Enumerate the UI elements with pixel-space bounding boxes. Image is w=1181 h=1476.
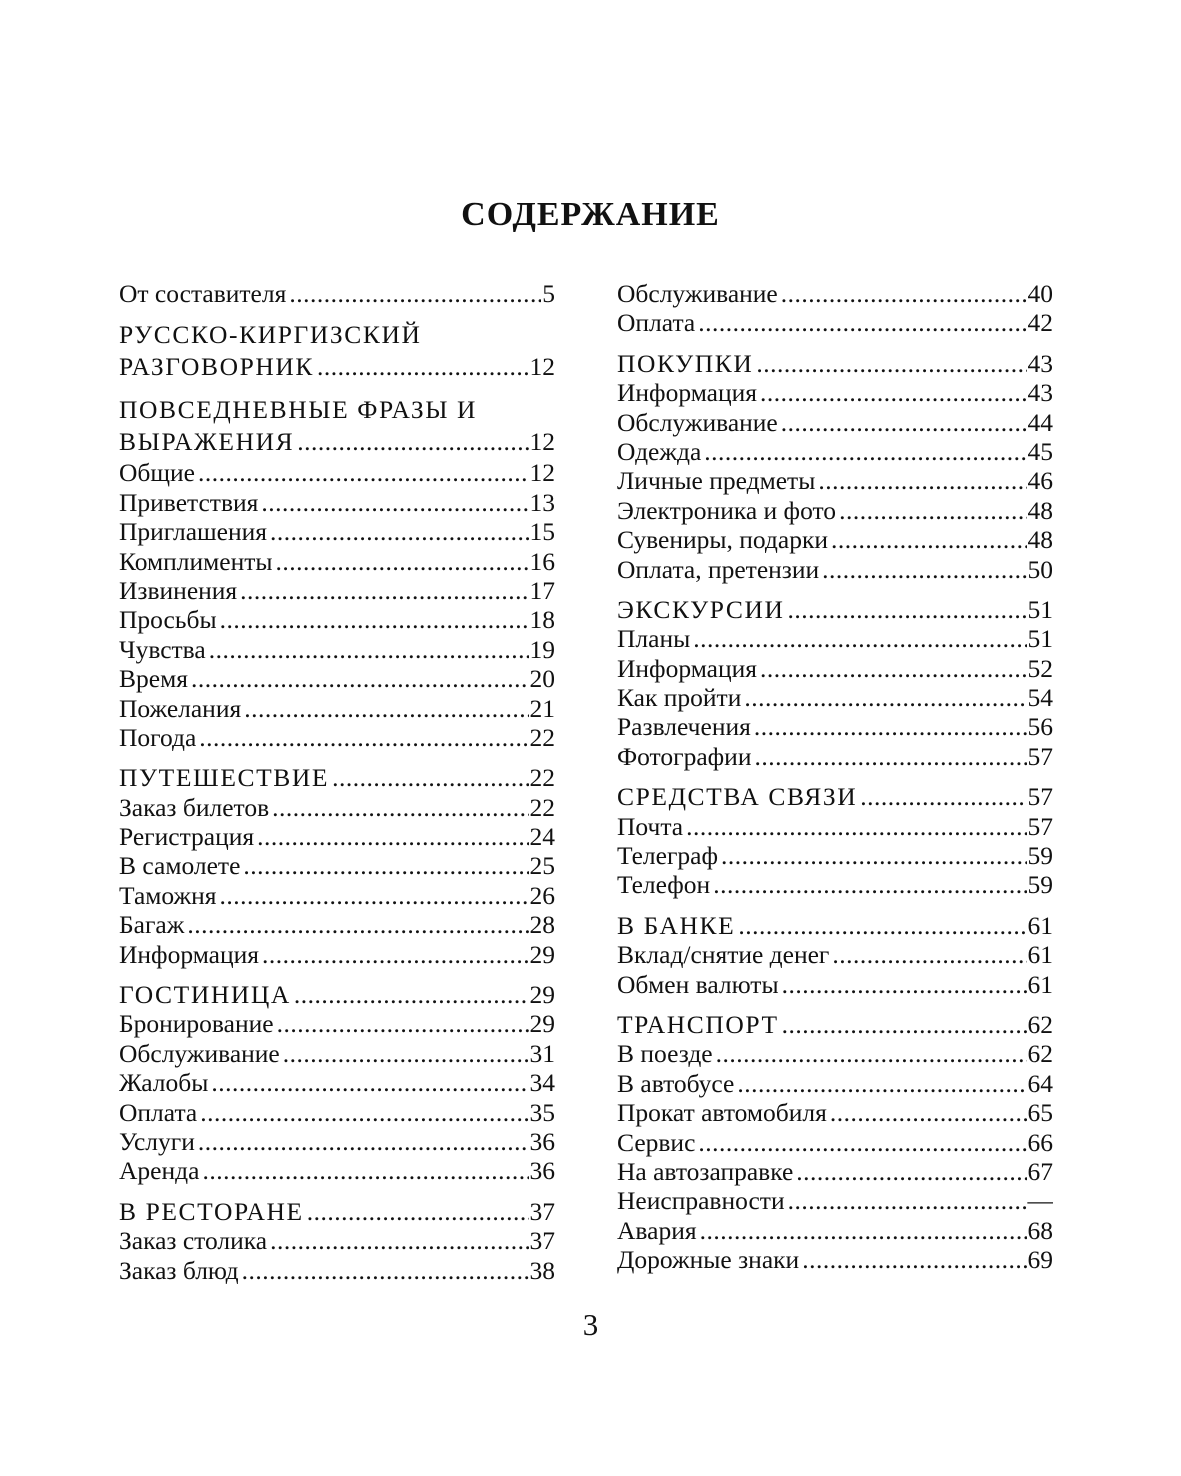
toc-section	[617, 911, 1053, 999]
toc-dot-leader	[822, 555, 1026, 584]
toc-dot-leader	[272, 793, 528, 822]
toc-entry[interactable]	[119, 1226, 555, 1255]
toc-entry-title: Обслуживание	[617, 279, 778, 308]
toc-entry-title: Извинения	[119, 575, 238, 605]
toc-dot-leader	[200, 1098, 528, 1127]
toc-page-number: 18	[529, 605, 555, 635]
toc-entry[interactable]	[119, 605, 555, 634]
toc-page-number: 43	[1027, 378, 1053, 408]
toc-entry[interactable]	[617, 308, 1053, 337]
toc-entry[interactable]	[119, 881, 555, 910]
toc-entry-title: Авария	[617, 1215, 697, 1245]
toc-entry-title: Общие	[119, 458, 195, 488]
toc-page-number: 24	[529, 822, 555, 852]
toc-section-heading[interactable]	[119, 350, 555, 383]
toc-section	[119, 763, 555, 969]
toc-page-number: 29	[529, 980, 555, 1010]
toc-entry[interactable]	[617, 654, 1053, 683]
toc-entry-title: Развлечения	[617, 712, 751, 742]
toc-entry-title: Время	[119, 664, 188, 694]
toc-page-number: 22	[529, 763, 555, 793]
toc-entry-title: Чувства	[119, 634, 206, 664]
toc-entry[interactable]	[617, 408, 1053, 437]
toc-entry-title: Прокат автомобиля	[617, 1098, 827, 1128]
toc-entry[interactable]	[617, 1128, 1053, 1157]
toc-page-number: —	[1027, 1186, 1053, 1216]
toc-page-number: 29	[529, 939, 555, 969]
toc-page-number: 50	[1027, 554, 1053, 584]
toc-entry[interactable]	[119, 1009, 555, 1038]
toc-entry[interactable]	[617, 1069, 1053, 1098]
toc-page-number: 22	[529, 722, 555, 752]
toc-page-number: 57	[1027, 811, 1053, 841]
toc-entry-title: В самолете	[119, 851, 241, 881]
toc-page-number: 67	[1027, 1156, 1053, 1186]
toc-entry[interactable]	[119, 1068, 555, 1097]
toc-page-number: 29	[529, 1009, 555, 1039]
toc-entry[interactable]	[617, 683, 1053, 712]
toc-dot-leader	[698, 308, 1026, 337]
toc-dot-leader	[860, 782, 1026, 811]
toc-dot-leader	[307, 1197, 529, 1226]
toc-page-number: 69	[1027, 1245, 1053, 1275]
toc-entry-title: Информация	[119, 939, 260, 969]
toc-entry-title: Комплименты	[119, 546, 273, 576]
toc-entry[interactable]	[617, 812, 1053, 841]
toc-page-number: 13	[529, 487, 555, 517]
toc-heading-title: ПУТЕШЕСТВИЕ	[119, 763, 330, 793]
toc-entry-title: Оплата, претензии	[617, 554, 820, 584]
toc-entry[interactable]	[617, 466, 1053, 495]
toc-dot-leader	[283, 1039, 529, 1068]
toc-dot-leader	[270, 1226, 528, 1255]
toc-page-number: 56	[1027, 712, 1053, 742]
toc-entry[interactable]	[119, 1156, 555, 1185]
toc-dot-leader	[242, 1256, 529, 1285]
toc-entry[interactable]	[617, 841, 1053, 870]
toc-entry[interactable]	[119, 517, 555, 546]
toc-entry[interactable]	[119, 1039, 555, 1068]
toc-entry[interactable]	[119, 1127, 555, 1156]
toc-entry-title: Бронирование	[119, 1009, 274, 1039]
toc-entry-title: Телефон	[617, 870, 711, 900]
toc-page-number: 61	[1027, 940, 1053, 970]
toc-dot-leader	[202, 1156, 528, 1185]
toc-entry-title: Заказ блюд	[119, 1255, 239, 1285]
toc-dot-leader	[220, 605, 529, 634]
toc-heading-title: СРЕДСТВА СВЯЗИ	[617, 782, 858, 812]
toc-page-number: 28	[529, 910, 555, 940]
toc-dot-leader	[297, 425, 528, 458]
toc-dot-leader	[802, 1245, 1026, 1274]
toc-page-number: 68	[1027, 1215, 1053, 1245]
toc-page-number: 34	[529, 1068, 555, 1098]
toc-page-number: 46	[1027, 466, 1053, 496]
toc-page-number: 48	[1027, 495, 1053, 525]
toc-entry[interactable]	[119, 458, 555, 487]
toc-dot-leader	[244, 694, 528, 723]
toc-entry[interactable]	[617, 496, 1053, 525]
toc-dot-leader	[686, 812, 1026, 841]
toc-section	[617, 782, 1053, 900]
toc-right-column	[617, 279, 1053, 1275]
toc-dot-leader	[818, 466, 1026, 495]
toc-entry[interactable]	[617, 555, 1053, 584]
toc-entry[interactable]	[119, 694, 555, 723]
toc-entry-title: Пожелания	[119, 693, 242, 723]
toc-entry[interactable]	[119, 1256, 555, 1285]
toc-page-number: 65	[1027, 1098, 1053, 1128]
toc-entry[interactable]	[119, 793, 555, 822]
toc-entry[interactable]	[617, 1157, 1053, 1186]
toc-entry-title: Телеграф	[617, 841, 719, 871]
toc-dot-leader	[721, 841, 1026, 870]
toc-entry[interactable]	[617, 279, 1053, 308]
toc-entry-title: На автозаправке	[617, 1156, 794, 1186]
toc-entry-title: Обслуживание	[119, 1038, 280, 1068]
toc-dot-leader	[744, 683, 1026, 712]
toc-entry[interactable]	[617, 525, 1053, 554]
toc-entry-title: Обслуживание	[617, 407, 778, 437]
toc-dot-leader	[262, 940, 528, 969]
toc-entry-title: Сервис	[617, 1127, 696, 1157]
toc-heading-title: ЭКСКУРСИИ	[617, 594, 785, 624]
toc-entry-title: Заказ билетов	[119, 792, 270, 822]
toc-page-number: 31	[529, 1038, 555, 1068]
toc-dot-leader	[831, 525, 1027, 554]
page-title: СОДЕРЖАНИЕ	[461, 196, 720, 233]
toc-dot-leader	[756, 349, 1026, 378]
toc-page-number: 62	[1027, 1039, 1053, 1069]
toc-entry-title: Планы	[617, 624, 691, 654]
toc-page-number: 57	[1027, 741, 1053, 771]
toc-dot-leader	[191, 664, 529, 693]
toc-page-number: 44	[1027, 407, 1053, 437]
toc-entry[interactable]	[119, 940, 555, 969]
toc-section-heading[interactable]	[119, 980, 555, 1009]
toc-entry[interactable]	[617, 870, 1053, 899]
toc-page-number: 5	[542, 279, 555, 308]
toc-dot-leader	[277, 1009, 529, 1038]
toc-left-column	[119, 279, 555, 1285]
toc-entry-title: Информация	[617, 653, 758, 683]
toc-page-number: 61	[1027, 969, 1053, 999]
toc-dot-leader	[220, 881, 529, 910]
toc-entry[interactable]	[617, 1039, 1053, 1068]
toc-dot-leader	[198, 458, 529, 487]
toc-dot-leader	[737, 1069, 1026, 1098]
toc-page-number: 64	[1027, 1068, 1053, 1098]
toc-dot-leader	[257, 822, 528, 851]
toc-section	[617, 1010, 1053, 1275]
toc-page-number: 37	[529, 1226, 555, 1256]
toc-page-number: 48	[1027, 525, 1053, 555]
toc-heading-title: РАЗГОВОРНИК	[119, 352, 315, 382]
toc-page-number: 38	[529, 1255, 555, 1285]
toc-dot-leader	[796, 1157, 1026, 1186]
toc-entry-title: Вклад/снятие денег	[617, 940, 830, 970]
toc-entry-title: Оплата	[617, 308, 696, 338]
toc-entry[interactable]	[617, 1098, 1053, 1127]
toc-section	[617, 349, 1053, 584]
toc-dot-leader	[830, 1098, 1027, 1127]
toc-dot-leader	[276, 547, 529, 576]
toc-entry[interactable]	[119, 822, 555, 851]
toc-dot-leader	[240, 576, 528, 605]
toc-page-number: 12	[529, 458, 555, 488]
toc-dot-leader	[760, 654, 1026, 683]
toc-entry[interactable]	[119, 851, 555, 880]
toc-entry-title: Неисправности	[617, 1186, 785, 1216]
toc-entry-title: Как пройти	[617, 683, 742, 713]
toc-entry[interactable]	[119, 664, 555, 693]
toc-entry[interactable]	[617, 437, 1053, 466]
toc-dot-leader	[270, 517, 529, 546]
toc-dot-leader	[704, 437, 1026, 466]
toc-dot-leader	[693, 624, 1026, 653]
toc-entry[interactable]	[119, 547, 555, 576]
toc-section	[119, 1197, 555, 1285]
toc-entry-title: Дорожные знаки	[617, 1245, 800, 1275]
toc-page-number: 54	[1027, 683, 1053, 713]
toc-dot-leader	[782, 970, 1027, 999]
toc-page-number: 43	[1027, 348, 1053, 378]
toc-page-number: 15	[529, 517, 555, 547]
toc-dot-leader	[211, 1068, 528, 1097]
toc-entry-title: Регистрация	[119, 822, 255, 852]
toc-entry[interactable]	[119, 635, 555, 664]
toc-dot-leader	[209, 635, 529, 664]
toc-page-number: 45	[1027, 436, 1053, 466]
toc-entry-title: Личные предметы	[617, 466, 816, 496]
toc-dot-leader	[760, 378, 1026, 407]
toc-section-heading[interactable]	[617, 595, 1053, 624]
toc-entry-title: Сувениры, подарки	[617, 525, 828, 555]
toc-page-number: 62	[1027, 1009, 1053, 1039]
toc-heading-title: ПОКУПКИ	[617, 348, 754, 378]
toc-entry-title: Жалобы	[119, 1068, 209, 1098]
toc-entry-title: Заказ столика	[119, 1226, 268, 1256]
toc-page-number: 66	[1027, 1127, 1053, 1157]
toc-entry-title: Погода	[119, 722, 197, 752]
toc-dot-leader	[754, 742, 1026, 771]
toc-page-number: 12	[529, 352, 555, 382]
toc-dot-leader	[199, 723, 528, 752]
toc-section	[617, 595, 1053, 771]
toc-entry-title: От составителя	[119, 279, 287, 308]
toc-page-number: 57	[1027, 782, 1053, 812]
toc-heading-title: ВЫРАЖЕНИЯ	[119, 427, 295, 457]
toc-section-heading[interactable]	[617, 1010, 1053, 1039]
toc-dot-leader	[781, 279, 1027, 308]
toc-section	[119, 980, 555, 1186]
toc-entry-title: Приглашения	[119, 517, 267, 547]
toc-page-number: 19	[529, 634, 555, 664]
toc-section-heading[interactable]	[119, 425, 555, 458]
toc-dot-leader	[754, 712, 1027, 741]
toc-page-number: 25	[529, 851, 555, 881]
toc-section-heading[interactable]	[119, 1197, 555, 1226]
toc-heading-title: В РЕСТОРАНЕ	[119, 1196, 304, 1226]
toc-section	[617, 279, 1053, 338]
toc-entry[interactable]	[617, 970, 1053, 999]
toc-dot-leader	[782, 1010, 1027, 1039]
toc-section-heading-line: ПОВСЕДНЕВНЫЕ ФРАЗЫ И	[119, 395, 478, 425]
toc-dot-leader	[832, 940, 1026, 969]
toc-page-number: 52	[1027, 653, 1053, 683]
toc-page-number: 21	[529, 693, 555, 723]
toc-dot-leader	[198, 1127, 529, 1156]
toc-entry[interactable]	[617, 1245, 1053, 1274]
toc-entry-title: Услуги	[119, 1126, 195, 1156]
toc-section	[119, 279, 555, 308]
toc-dot-leader	[713, 870, 1026, 899]
toc-section-heading[interactable]	[617, 349, 1053, 378]
toc-page-number: 16	[529, 546, 555, 576]
toc-section	[119, 394, 555, 752]
toc-page-number: 35	[529, 1097, 555, 1127]
toc-entry[interactable]	[617, 1216, 1053, 1245]
toc-entry[interactable]	[617, 940, 1053, 969]
toc-page-number: 20	[529, 664, 555, 694]
toc-entry-title: Просьбы	[119, 605, 217, 635]
toc-entry[interactable]	[119, 576, 555, 605]
toc-dot-leader	[289, 279, 541, 308]
toc-page-number: 26	[529, 880, 555, 910]
toc-page-number: 61	[1027, 910, 1053, 940]
toc-dot-leader	[243, 851, 528, 880]
toc-dot-leader	[187, 910, 528, 939]
toc-entry-title: Почта	[617, 811, 684, 841]
toc-page-number: 36	[529, 1156, 555, 1186]
toc-page-number: 22	[529, 792, 555, 822]
toc-section-heading[interactable]	[119, 763, 555, 792]
toc-page-number: 36	[529, 1126, 555, 1156]
toc-dot-leader	[332, 763, 528, 792]
toc-section-heading-line: РУССКО-КИРГИЗСКИЙ	[119, 320, 422, 350]
toc-entry-title: В поезде	[617, 1039, 713, 1069]
toc-dot-leader	[716, 1039, 1027, 1068]
toc-entry[interactable]	[119, 723, 555, 752]
toc-section-heading[interactable]	[617, 782, 1053, 811]
toc-entry[interactable]	[119, 1098, 555, 1127]
toc-dot-leader	[781, 408, 1027, 437]
toc-dot-leader	[317, 350, 528, 383]
toc-dot-leader	[788, 1186, 1027, 1215]
toc-entry-title: Одежда	[617, 436, 702, 466]
toc-entry-title: Электроника и фото	[617, 495, 837, 525]
toc-entry-title: Приветствия	[119, 487, 259, 517]
toc-page-number: 42	[1027, 308, 1053, 338]
toc-entry-title: Оплата	[119, 1097, 198, 1127]
toc-entry[interactable]	[119, 488, 555, 517]
toc-entry[interactable]	[617, 712, 1053, 741]
toc-entry[interactable]	[119, 910, 555, 939]
toc-dot-leader	[698, 1128, 1026, 1157]
toc-page-number: 51	[1027, 594, 1053, 624]
toc-dot-leader	[788, 595, 1027, 624]
toc-entry[interactable]	[617, 378, 1053, 407]
toc-entry-title: Фотографии	[617, 741, 752, 771]
page-number: 3	[582, 1307, 599, 1342]
toc-entry[interactable]	[617, 624, 1053, 653]
toc-dot-leader	[839, 496, 1026, 525]
toc-dot-leader	[738, 911, 1026, 940]
toc-entry-title: Обмен валюты	[617, 969, 779, 999]
toc-entry[interactable]	[617, 1186, 1053, 1215]
toc-entry-title: Таможня	[119, 880, 217, 910]
toc-entry-title: В автобусе	[617, 1068, 735, 1098]
toc-page-number: 17	[529, 575, 555, 605]
toc-dot-leader	[700, 1216, 1027, 1245]
toc-entry[interactable]	[617, 742, 1053, 771]
toc-entry[interactable]	[119, 279, 555, 308]
toc-heading-title: ГОСТИНИЦА	[119, 980, 291, 1010]
toc-entry-title: Информация	[617, 378, 758, 408]
toc-dot-leader	[261, 488, 528, 517]
toc-heading-title: ТРАНСПОРТ	[617, 1009, 779, 1039]
toc-page-number: 51	[1027, 624, 1053, 654]
toc-heading-title: В БАНКЕ	[617, 910, 736, 940]
toc-section-heading[interactable]	[617, 911, 1053, 940]
toc-entry-title: Багаж	[119, 910, 185, 940]
toc-page-number: 12	[529, 427, 555, 457]
toc-page-number: 37	[529, 1196, 555, 1226]
toc-section	[119, 319, 555, 383]
toc-dot-leader	[294, 980, 529, 1009]
toc-page-number: 40	[1027, 279, 1053, 308]
toc-page-number: 59	[1027, 841, 1053, 871]
toc-page-number: 59	[1027, 870, 1053, 900]
toc-entry-title: Аренда	[119, 1156, 200, 1186]
